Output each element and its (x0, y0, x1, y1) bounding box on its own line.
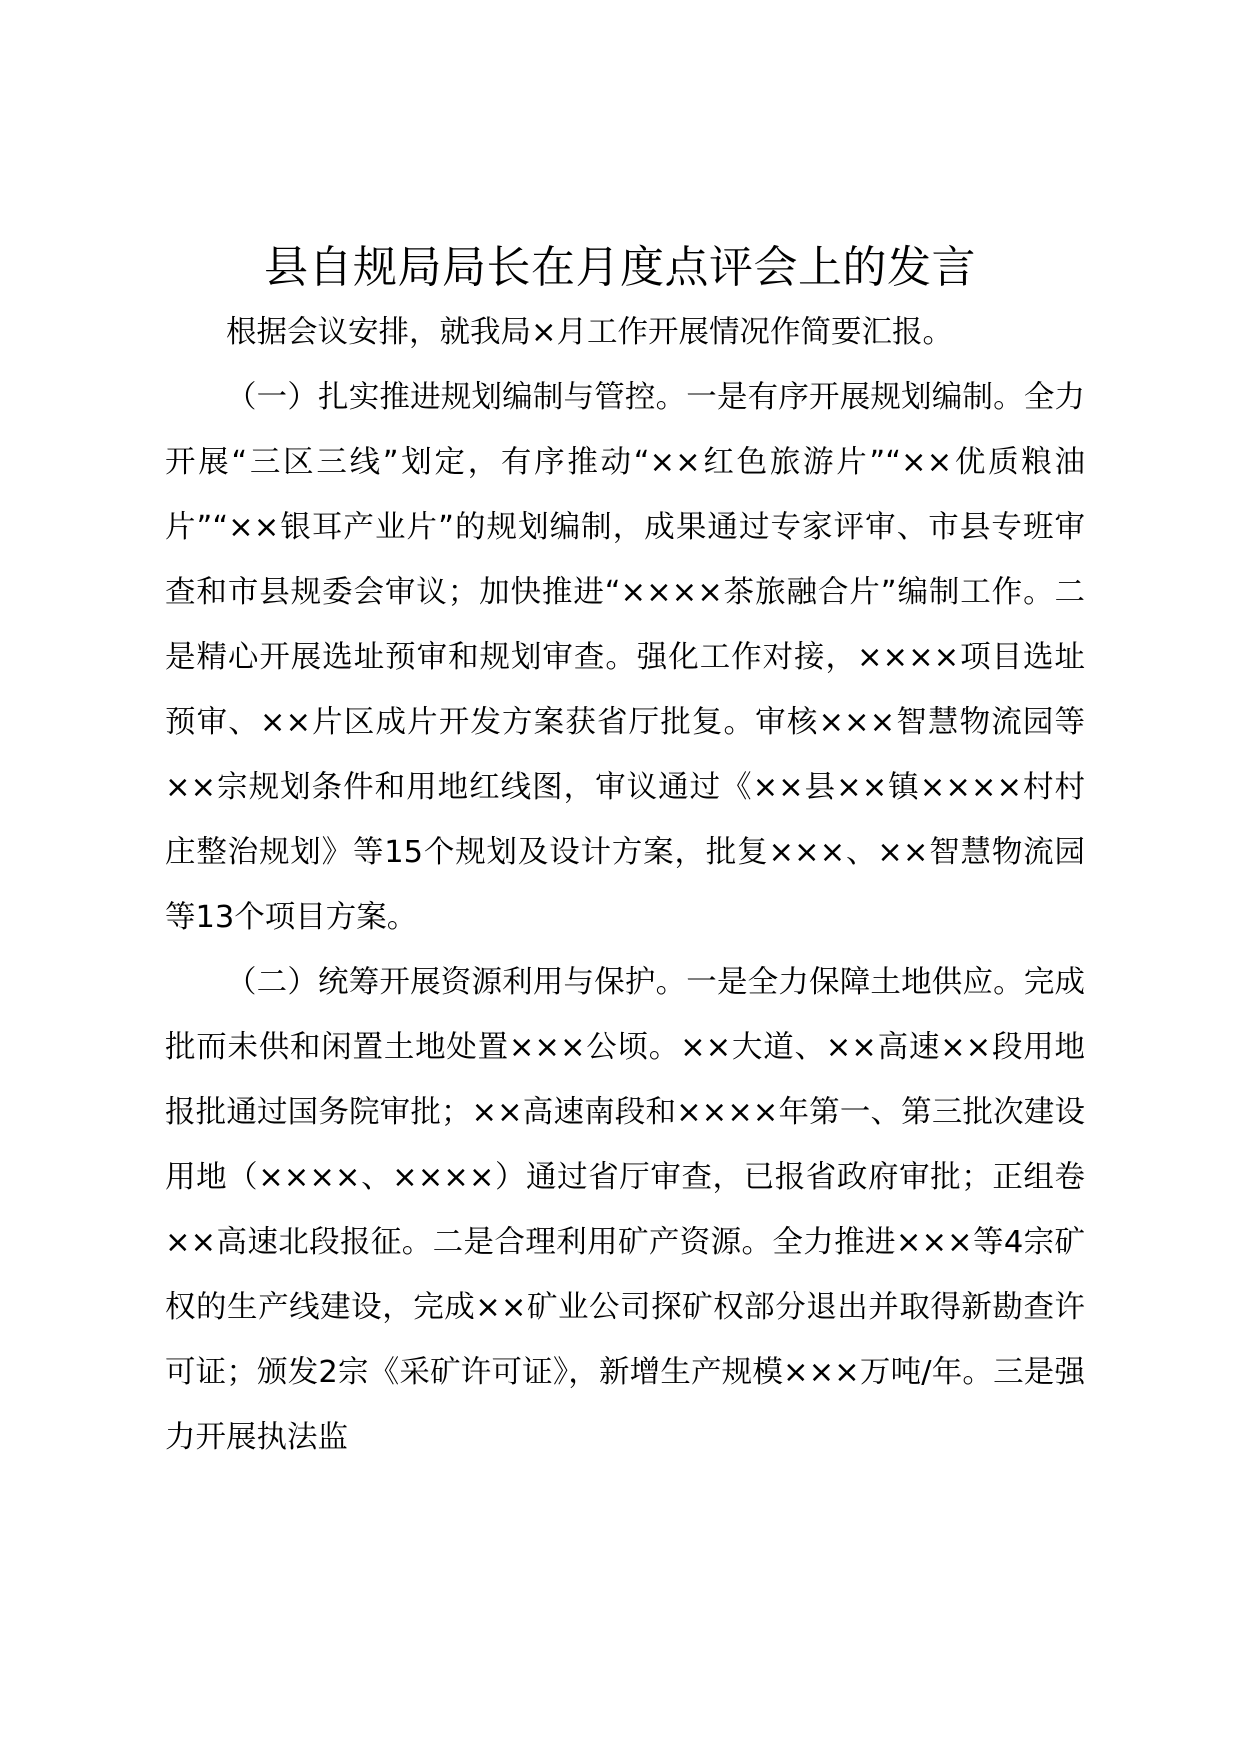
section-two-paragraph: （二）统筹开展资源利用与保护。一是全力保障土地供应。完成批而未供和闲置土地处置×××公顷。××大道、××高速××段用地报批通过国务院审批；××高速南段和××××年第一、第三批次建设用地（××××、××××）通过省厅审查，已报省政府审批；正组卷××高速北段报征。二是合理利用矿产资源。全力推进×××等4宗矿权的生产线建设，完成××矿业公司探矿权部分退出并取得新勘查许可证；颁发2宗《采矿许可证》，新增生产规模×××万吨/年。三是强力开展执法监 (165, 965, 1085, 1455)
intro-paragraph: 根据会议安排，就我局×月工作开展情况作简要汇报。 (226, 315, 954, 350)
document-body (165, 300, 1085, 1470)
section-one-paragraph: （一）扎实推进规划编制与管控。一是有序开展规划编制。全力开展“三区三线”划定，有序推动“××红色旅游片”“××优质粮油片”“××银耳产业片”的规划编制，成果通过专家评审、市县专班审查和市县规委会审议；加快推进“××××茶旅融合片”编制工作。二是精心开展选址预审和规划审查。强化工作对接，××××项目选址预审、××片区成片开发方案获省厅批复。审核×××智慧物流园等××宗规划条件和用地红线图，审议通过《××县××镇××××村村庄整治规划》等15个规划及设计方案，批复×××、××智慧物流园等13个项目方案。 (165, 380, 1085, 935)
document-title: 县自规局局长在月度点评会上的发言 (264, 242, 976, 293)
